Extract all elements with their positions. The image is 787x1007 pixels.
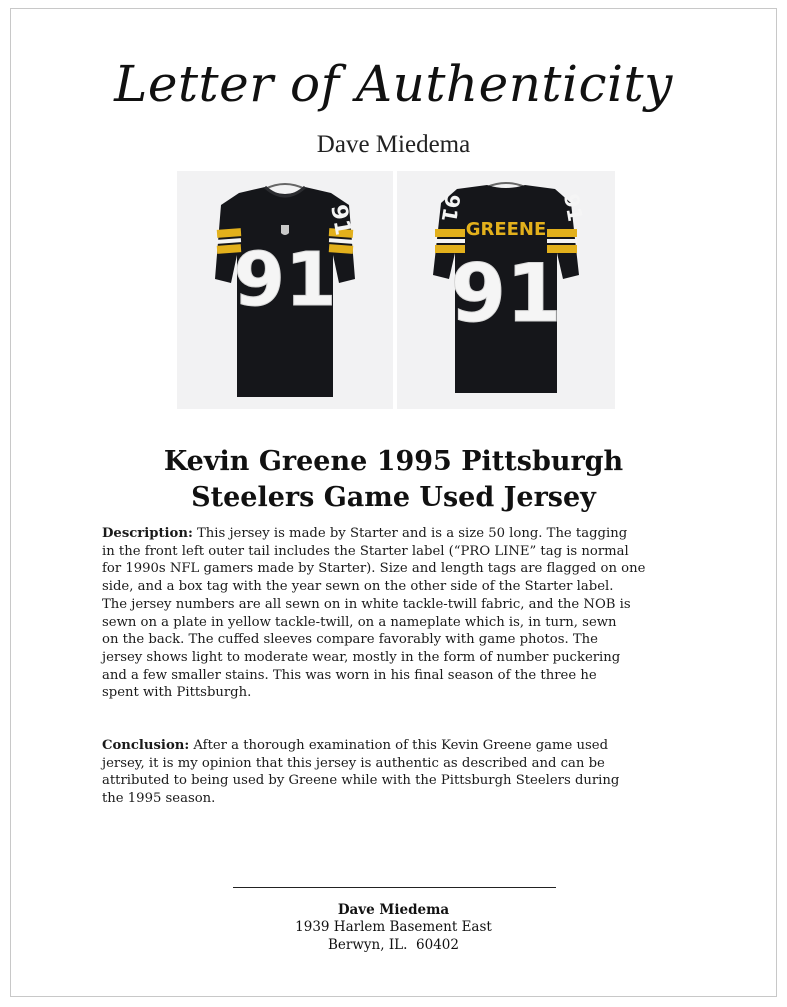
address-line-2: Berwyn, IL. 60402 [328, 937, 459, 953]
description-line: spent with Pittsburgh. [102, 685, 252, 701]
description-line: jersey shows light to moderate wear, mostly in the form of number puckering [102, 649, 621, 665]
jersey-back-number: 91 [450, 247, 562, 340]
conclusion-line: the 1995 season. [102, 791, 216, 807]
jersey-nameplate: GREENE [465, 219, 547, 240]
description-line: for 1990s NFL gamers made by Starter). Size and length tags are flagged on one [102, 561, 646, 577]
conclusion-line: attributed to being used by Greene while with the Pittsburgh Steelers during [102, 773, 620, 789]
conclusion-line: After a thorough examination of this Kevin Greene game used [189, 738, 609, 753]
svg-text:91: 91 [436, 192, 466, 224]
description-line: and a few smaller stains. This was worn in his final season of the three he [102, 667, 597, 683]
description-line: in the front left outer tail includes the Starter label (“PRO LINE” tag is normal [102, 543, 629, 559]
letter-title: Letter of Authenticity [114, 55, 673, 113]
address-line-1: 1939 Harlem Basement East [295, 919, 492, 935]
svg-text:91: 91 [325, 202, 356, 238]
description-line: sewn on a plate in yellow tackle-twill, on a nameplate which is, in turn, sewn [102, 614, 617, 630]
description-line: This jersey is made by Starter and is a size 50 long. The tagging [192, 526, 628, 541]
jersey-front-number: 91 [233, 237, 337, 323]
description-line: The jersey numbers are all sewn on in white tackle-twill fabric, and the NOB is [102, 596, 631, 612]
jersey-back-photo [397, 171, 615, 409]
svg-text:91: 91 [559, 191, 588, 224]
description-paragraph [102, 525, 692, 702]
description-line: on the back. The cuffed sleeves compare favorably with game photos. The [102, 632, 598, 648]
jersey-front-photo [177, 171, 393, 409]
item-title [0, 444, 787, 516]
signature-line [233, 887, 556, 888]
signatory-name: Dave Miedema [337, 902, 450, 918]
description-line: side, and a box tag with the year sewn on the other side of the Starter label. [102, 579, 614, 595]
description-label: Description: [102, 526, 193, 541]
item-title-line: Steelers Game Used Jersey [191, 482, 596, 513]
conclusion-paragraph [102, 737, 692, 808]
conclusion-line: jersey, it is my opinion that this jersey is authentic as described and can be [102, 755, 605, 771]
author-name: Dave Miedema [316, 131, 471, 158]
conclusion-label: Conclusion: [102, 738, 190, 753]
item-title-line: Kevin Greene 1995 Pittsburgh [163, 446, 624, 477]
